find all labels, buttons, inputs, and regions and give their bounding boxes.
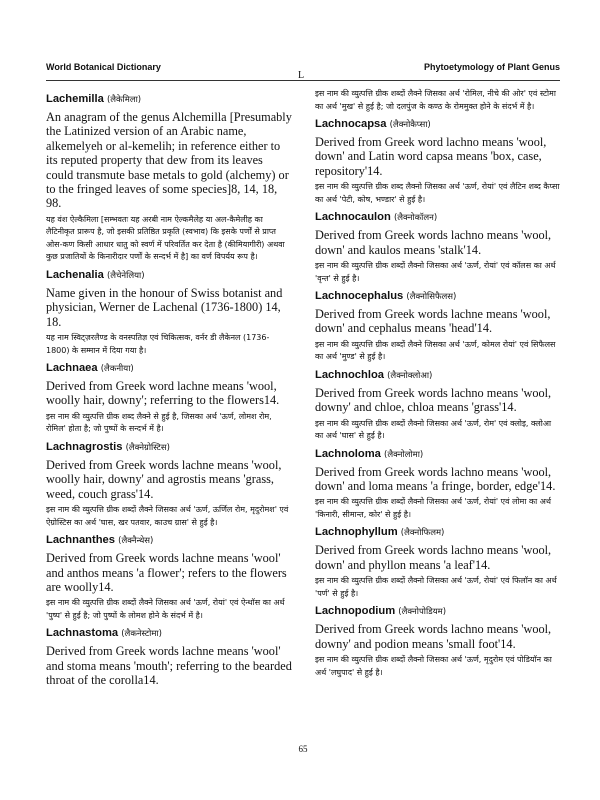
entry-hindi: इस नाम की व्युत्पत्ति ग्रीक शब्दों लैक्नो जिसका अर्थ 'ऊर्ण, मृदुरोम एवं पोडियॉन का अर्थ 'लघुपाद' से हुई है। — [315, 655, 552, 677]
entry-lachnophyllum — [315, 525, 561, 600]
entry-hindi: इस नाम की व्युत्पत्ति ग्रीक शब्दों लैक्नो जिसका अर्थ 'ऊर्ण, रोम' एवं क्लोइ, क्लोआ का अर्थ 'घास' से हुई है। — [315, 418, 552, 441]
entry-hindi: इस नाम की व्युत्पत्ति ग्रीक शब्दों लैक्ने जिसका अर्थ 'ऊर्ण, रोयां' एवं ऐन्थॉस का अर्थ 'पुष्प' से हुई है; जो पुष्पों के लोमश होने के संदर्भ में है। — [46, 598, 285, 620]
entry-devanagari: (लैक्नोकैप्सा) — [389, 120, 431, 130]
entry-lachnastoma — [46, 626, 292, 687]
entry-english: Derived from Greek words lachno means 'wool, down' and loma means 'a fringe, border, edge'14. — [315, 464, 556, 494]
entry-english: Derived from Greek words lachne means 'wool, woolly hair, downy' and agrostis means 'grass, weed, couch grass'14. — [46, 457, 282, 501]
dictionary-page — [46, 58, 560, 768]
page-number: 65 — [298, 744, 308, 754]
entry-term: Lachnastoma — [46, 627, 119, 640]
entry-hindi: इस नाम की व्युत्पत्ति ग्रीक शब्दों लैक्ने जिसका अर्थ 'ऊर्ण, ऊर्णिल रोम, मृदुरोमश' एवं ऐग्रोस्टिस का अर्थ 'घास, खर पतवार, काउच ग्रास' से हुई है। — [46, 505, 289, 527]
entry-lachenalia — [46, 268, 292, 357]
entry-lachemilla — [46, 92, 292, 264]
entry-english: Derived from Greek words lachno means 'wool, down' and phyllon means 'a leaf'14. — [315, 543, 552, 572]
entry-devanagari: (लैकेमिला) — [106, 95, 142, 105]
entry-english: Derived from Greek words lachno means 'wool, down' and kaulos means 'stalk'14. — [315, 228, 552, 257]
entry-devanagari: (लैक्नोफिलम) — [400, 528, 445, 539]
entry-hindi: इस नाम की व्युत्पत्ति ग्रीक शब्द लैक्ने से हुई है, जिसका अर्थ 'ऊर्ण, लोमश रोम, रोमिल' होता है; जो पुष्पों के सन्दर्भ में है। — [46, 411, 272, 434]
entry-term: Lachnocapsa — [315, 118, 387, 130]
entry-devanagari: (लैक्नोलोमा) — [384, 449, 424, 460]
entry-english: Derived from Greek words lachno means 'wool, downy' and podion means 'small foot'14. — [315, 622, 552, 651]
entry-devanagari: (लैकनीया) — [100, 364, 134, 375]
entry-hindi: इस नाम की व्युत्पत्ति ग्रीक शब्द लैक्नो जिसका अर्थ 'ऊर्ण, रोयां' एवं लैटिन शब्द कैप्सा का अर्थ 'पेटी, कोष, भण्डार' से हुई है। — [315, 182, 560, 204]
entry-term: Lachenalia — [46, 268, 104, 281]
entry-lachnocaulon — [315, 210, 561, 285]
entry-lachnocapsa — [315, 117, 561, 206]
running-header — [46, 58, 560, 81]
entry-devanagari: (लैक्नेग्रोस्टिस) — [125, 442, 170, 453]
header-chapter-title: Phytoetymology of Plant Genus — [423, 62, 560, 72]
entry-devanagari: (लैक्नोसिफैलस) — [406, 292, 457, 303]
entry-lachnopodium — [315, 604, 561, 679]
entry-hindi: इस नाम की व्युत्पत्ति ग्रीक शब्दों लैक्नो जिसका अर्थ 'ऊर्ण, रोयां' एवं लोमा का अर्थ 'किनारी, सीमान्त, कोर' से हुई है। — [315, 497, 551, 519]
entry-hindi: यह नाम स्विट्ज़रलैण्ड के वनस्पतिज्ञ एवं चिकित्सक, वर्नर डी लैकेनल (1736-1800) के सम्मान में दिया गया है। — [46, 333, 270, 355]
entry-devanagari: (लैकनेस्टोमा) — [121, 629, 162, 640]
entry-term: Lachnaea — [46, 362, 98, 375]
entry-hindi-continued: इस नाम की व्युत्पत्ति ग्रीक शब्दों लैक्ने जिसका अर्थ 'रोमिल, नीचे की ओर' एवं स्टोमा का अर्थ 'मुख' से हुई है; जो दलपुंज के कण्ठ के रोममुक्त होने के संदर्भ में है। — [315, 89, 556, 111]
right-column — [315, 88, 561, 758]
entry-english: Derived from Greek words lachno means 'wool, downy' and chloe, chloa means 'grass'14. — [315, 385, 552, 415]
entry-term: Lachnagrostis — [46, 440, 123, 453]
entry-hindi: इस नाम की व्युत्पत्ति ग्रीक शब्दों लैक्नो जिसका अर्थ 'ऊर्ण, रोयां' एवं कॉलस का अर्थ 'वृन्त' से हुई है। — [315, 261, 556, 283]
entry-english: Derived from Greek words lachne means 'wool' and anthos means 'a flower'; refers to the flowers are woolly14. — [46, 551, 287, 594]
entry-english: Derived from Greek words lachne means 'wool, down' and cephalus means 'head'14. — [315, 307, 551, 336]
entry-term: Lachnopodium — [315, 605, 396, 618]
entry-lachnoloma — [315, 447, 561, 522]
entry-lachnochloa — [315, 368, 561, 443]
entry-english: Derived from Greek word lachne means 'wool, woolly hair, downy'; referring to the flowers14. — [46, 379, 280, 408]
entry-english: Derived from Greek word lachno means 'wool, down' and Latin word capsa means 'box, case, repository'14. — [315, 135, 547, 178]
entry-lachnagrostis — [46, 440, 292, 529]
entry-hindi: इस नाम की व्युत्पत्ति ग्रीक शब्दों लैक्नो जिसका अर्थ 'ऊर्ण, रोयां' एवं फिलॉन का अर्थ 'पर्ण' से हुई है। — [315, 576, 557, 598]
header-book-title: World Botanical Dictionary — [46, 62, 161, 72]
entry-term: Lachnocaulon — [315, 211, 391, 224]
entry-devanagari: (लैक्नोकॉलन) — [393, 213, 438, 224]
entry-devanagari: (लैक्नोपोडियम) — [398, 607, 447, 618]
entry-hindi: इस नाम की व्युत्पत्ति ग्रीक शब्दों लैक्ने जिसका अर्थ 'ऊर्ण, कोमल रोयां' एवं सिफैलस का अर्थ 'मुण्ड' से हुई है। — [315, 339, 556, 362]
left-column — [46, 88, 292, 758]
entry-term: Lachnophyllum — [315, 526, 398, 539]
entry-term: Lachnochloa — [315, 368, 384, 381]
entry-devanagari: (लैचेनेलिया) — [106, 270, 145, 281]
entry-lachnocephalus — [315, 289, 561, 364]
entry-english: Derived from Greek words lachne means 'wool' and stoma means 'mouth'; referring to the bearded throat of the corolla14. — [46, 644, 292, 688]
entry-term: Lachnoloma — [315, 447, 381, 460]
entry-hindi: यह वंश ऐल्कैमिला [सम्भवतः यह अरबी नाम ऐल्कमैलेह या अल-कैमेलीह का लैटिनीकृत प्रारूप है, जो इसकी प्रतिष्ठित प्रकृति (स्वभाव) कि इसके पर्णों से प्राप्त ओस-कण किसी आधार धातु को स्वर्ण में परिवर्तित कर देता है (कीमियागीरी) अथवा कुछ प्रजातियों के किनारीदार पर्णों के सन्दर्भ में है] का वर्ण विपर्यय रूप है। — [46, 214, 285, 262]
entry-term: Lachnocephalus — [315, 290, 404, 303]
entry-term: Lachemilla — [46, 93, 104, 105]
entry-lachnaea — [46, 361, 292, 436]
entry-term: Lachnanthes — [46, 534, 116, 547]
entry-devanagari: (लैक्नोक्लोआ) — [387, 370, 433, 381]
entry-english: An anagram of the genus Alchemilla [Presumably the Latinized version of an Arabic name, alkemelyeh or al-kemelih; in reference either to its reputed property that dew from its leaves could transmute base metals to gold (alchemy) or to the fringed leaves of some species]8, 14, 18, 98. — [46, 110, 292, 211]
entry-devanagari: (लैक्नैन्थेस) — [118, 536, 154, 547]
entry-english: Name given in the honour of Swiss botanist and physician, Werner de Lachenal (1736-1800) 14, 18. — [46, 285, 283, 329]
entry-lachnanthes — [46, 533, 292, 622]
header-section-letter: L — [298, 70, 305, 81]
